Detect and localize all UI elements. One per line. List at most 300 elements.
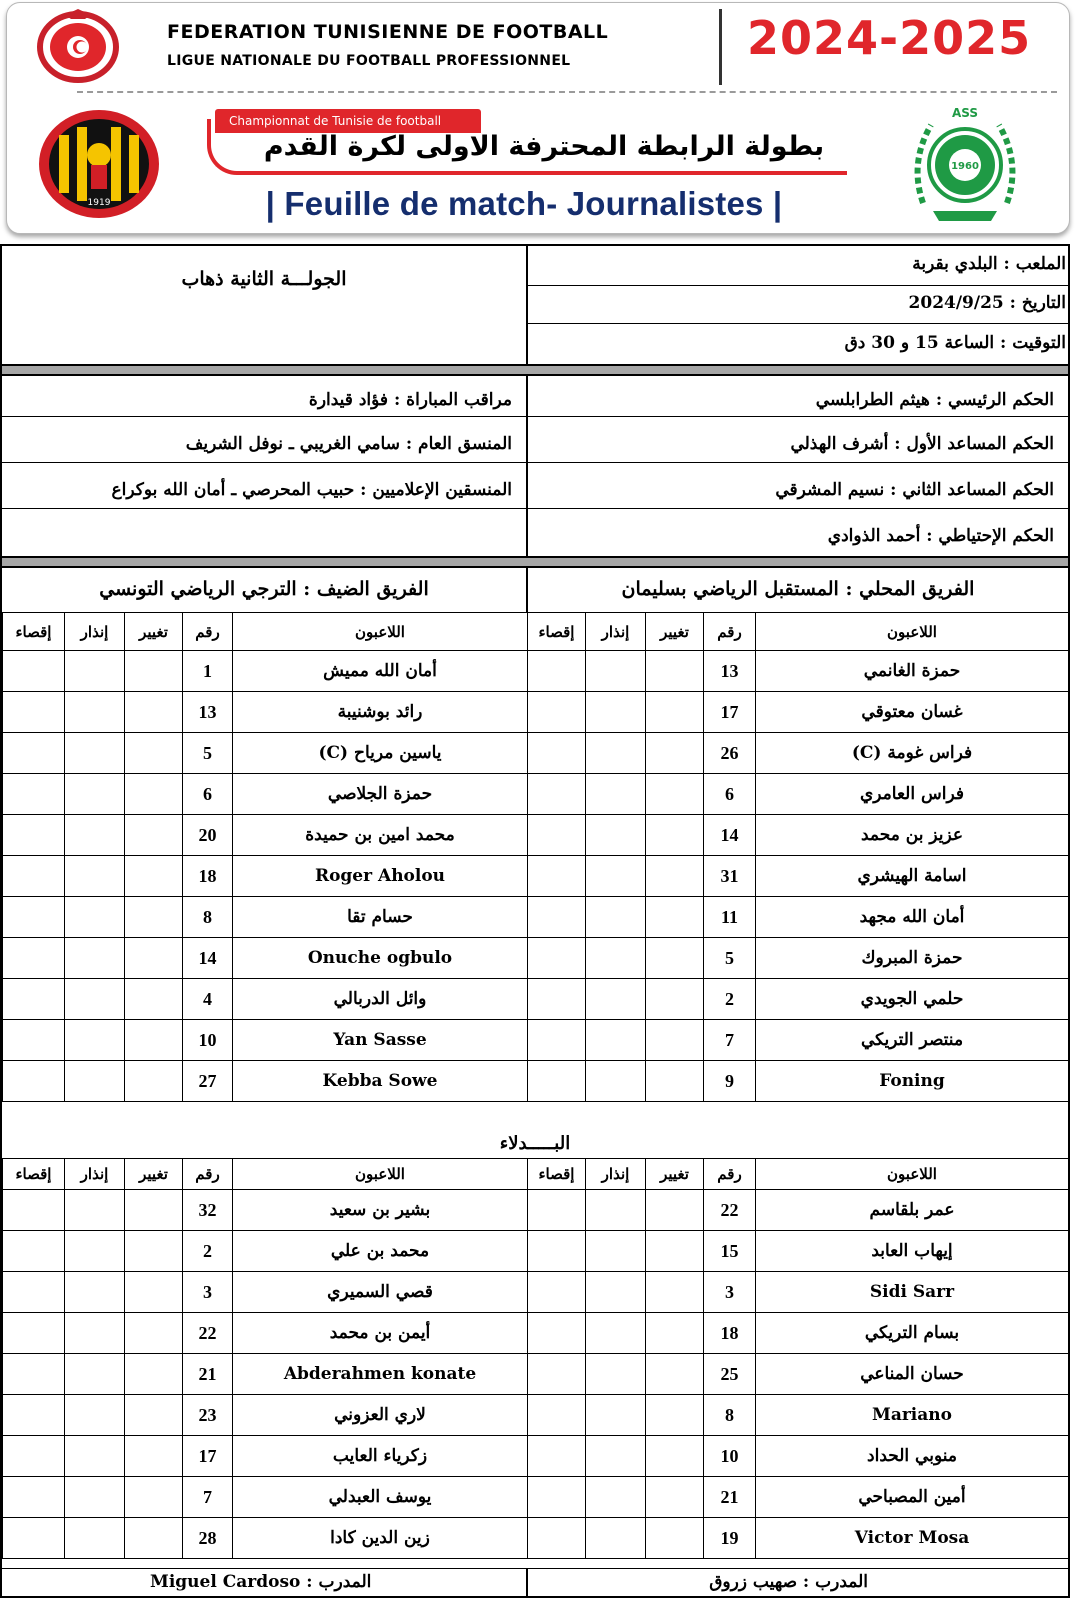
table-header-row xyxy=(528,1159,1069,1190)
warning-cell xyxy=(65,1061,125,1102)
warning-cell xyxy=(586,1272,646,1313)
col-change: تغيير xyxy=(125,613,183,651)
player-number: 13 xyxy=(183,692,233,733)
officials-divider xyxy=(526,376,528,556)
table-row xyxy=(3,815,528,856)
player-name: عزيز بن محمد xyxy=(756,815,1069,856)
player-name: بشير بن سعيد xyxy=(233,1190,528,1231)
expulsion-cell xyxy=(3,1231,65,1272)
change-cell xyxy=(125,1477,183,1518)
player-name: اسامة الهيشري xyxy=(756,856,1069,897)
warning-cell xyxy=(65,815,125,856)
warning-cell xyxy=(586,1354,646,1395)
change-cell xyxy=(125,1518,183,1559)
warning-cell xyxy=(586,1061,646,1102)
warning-cell xyxy=(586,692,646,733)
expulsion-cell xyxy=(3,1313,65,1354)
change-cell xyxy=(125,938,183,979)
table-row xyxy=(528,651,1069,692)
match-sheet-title: | Feuille de match- Journalistes | xyxy=(265,185,783,222)
table-row xyxy=(3,1395,528,1436)
player-number: 21 xyxy=(183,1354,233,1395)
table-row xyxy=(3,1313,528,1354)
player-name: وائل الدربالي xyxy=(233,979,528,1020)
player-number: 18 xyxy=(704,1313,756,1354)
change-cell xyxy=(646,774,704,815)
player-name: Yan Sasse xyxy=(233,1020,528,1061)
expulsion-cell xyxy=(3,979,65,1020)
ass-logo-text: ASS xyxy=(951,106,979,120)
expulsion-cell xyxy=(3,1518,65,1559)
est-club-logo xyxy=(37,107,161,221)
expulsion-cell xyxy=(528,1518,586,1559)
expulsion-cell xyxy=(3,651,65,692)
warning-cell xyxy=(586,733,646,774)
player-number: 17 xyxy=(704,692,756,733)
player-number: 7 xyxy=(183,1477,233,1518)
player-number: 25 xyxy=(704,1354,756,1395)
player-name: Kebba Sowe xyxy=(233,1061,528,1102)
change-cell xyxy=(646,938,704,979)
change-cell xyxy=(646,1061,704,1102)
player-number: 10 xyxy=(704,1436,756,1477)
change-cell xyxy=(125,897,183,938)
warning-cell xyxy=(65,774,125,815)
change-cell xyxy=(646,1477,704,1518)
expulsion-cell xyxy=(528,1395,586,1436)
expulsion-cell xyxy=(3,1477,65,1518)
player-number: 17 xyxy=(183,1436,233,1477)
away-coach-name: Miguel Cardoso xyxy=(150,1572,301,1592)
warning-cell xyxy=(586,1436,646,1477)
change-cell xyxy=(125,1395,183,1436)
change-cell xyxy=(125,1061,183,1102)
player-number: 22 xyxy=(183,1313,233,1354)
expulsion-cell xyxy=(528,1272,586,1313)
change-cell xyxy=(125,1313,183,1354)
player-number: 7 xyxy=(704,1020,756,1061)
expulsion-cell xyxy=(3,774,65,815)
change-cell xyxy=(646,1436,704,1477)
table-row xyxy=(3,1477,528,1518)
table-header-row xyxy=(528,613,1069,651)
col-players: اللاعبون xyxy=(756,1159,1069,1190)
col-number: رقم xyxy=(183,1159,233,1190)
table-row xyxy=(528,856,1069,897)
change-cell xyxy=(646,692,704,733)
table-row xyxy=(3,856,528,897)
player-number: 26 xyxy=(704,733,756,774)
expulsion-cell xyxy=(3,1061,65,1102)
expulsion-cell xyxy=(528,938,586,979)
expulsion-cell xyxy=(528,1020,586,1061)
col-players: اللاعبون xyxy=(233,1159,528,1190)
warning-cell xyxy=(65,979,125,1020)
col-warning: إنذار xyxy=(586,613,646,651)
change-cell xyxy=(125,774,183,815)
change-cell xyxy=(646,897,704,938)
player-name: Mariano xyxy=(756,1395,1069,1436)
expulsion-cell xyxy=(528,1190,586,1231)
warning-cell xyxy=(65,1231,125,1272)
warning-cell xyxy=(586,1395,646,1436)
player-name: زين الدين كادا xyxy=(233,1518,528,1559)
table-row xyxy=(528,1313,1069,1354)
ftf-logo-icon xyxy=(35,7,121,83)
warning-cell xyxy=(586,1477,646,1518)
stadium-row xyxy=(528,246,1068,286)
table-row xyxy=(528,1518,1069,1559)
player-name: Foning xyxy=(756,1061,1069,1102)
col-warning: إنذار xyxy=(65,1159,125,1190)
warning-cell xyxy=(586,1313,646,1354)
player-name: أمين المصباحي xyxy=(756,1477,1069,1518)
table-row xyxy=(3,1436,528,1477)
warning-cell xyxy=(586,897,646,938)
player-number: 1 xyxy=(183,651,233,692)
player-name: حمزة الغانمي xyxy=(756,651,1069,692)
table-row xyxy=(3,774,528,815)
player-number: 3 xyxy=(704,1272,756,1313)
expulsion-cell xyxy=(3,1272,65,1313)
player-name: منوبي الحداد xyxy=(756,1436,1069,1477)
expulsion-cell xyxy=(528,856,586,897)
table-row xyxy=(3,651,528,692)
col-change: تغيير xyxy=(646,1159,704,1190)
table-row xyxy=(528,1436,1069,1477)
expulsion-cell xyxy=(528,1436,586,1477)
table-row xyxy=(3,1061,528,1102)
table-row xyxy=(3,692,528,733)
expulsion-cell xyxy=(528,692,586,733)
player-number: 9 xyxy=(704,1061,756,1102)
expulsion-cell xyxy=(3,938,65,979)
banner-french-title: Championnat de Tunisie de football xyxy=(215,109,481,133)
player-number: 15 xyxy=(704,1231,756,1272)
expulsion-cell xyxy=(3,1354,65,1395)
player-name: زكرياء العايب xyxy=(233,1436,528,1477)
change-cell xyxy=(125,1436,183,1477)
table-row xyxy=(528,1231,1069,1272)
expulsion-cell xyxy=(3,1436,65,1477)
table-row xyxy=(3,897,528,938)
change-cell xyxy=(125,692,183,733)
table-row xyxy=(3,979,528,1020)
table-row xyxy=(3,1354,528,1395)
ass-club-logo xyxy=(903,103,1027,227)
player-name: قصي السميري xyxy=(233,1272,528,1313)
player-number: 14 xyxy=(704,815,756,856)
player-name: يوسف العبدلي xyxy=(233,1477,528,1518)
thick-divider-2 xyxy=(2,556,1068,568)
change-cell xyxy=(646,651,704,692)
table-row xyxy=(528,815,1069,856)
table-row xyxy=(528,774,1069,815)
away-coach-label: المدرب : xyxy=(306,1572,372,1592)
player-number: 22 xyxy=(704,1190,756,1231)
change-cell xyxy=(646,733,704,774)
player-number: 2 xyxy=(704,979,756,1020)
warning-cell xyxy=(586,979,646,1020)
warning-cell xyxy=(586,1518,646,1559)
player-name: حلمي الجويدي xyxy=(756,979,1069,1020)
player-name: محمد امين بن حميدة xyxy=(233,815,528,856)
observer-label: مراقب المباراة : فؤاد قيدارة xyxy=(308,390,512,410)
expulsion-cell xyxy=(3,1190,65,1231)
change-cell xyxy=(646,979,704,1020)
expulsion-cell xyxy=(528,651,586,692)
change-cell xyxy=(646,1354,704,1395)
change-cell xyxy=(646,1395,704,1436)
change-cell xyxy=(125,651,183,692)
time-row xyxy=(528,324,1068,364)
thick-divider-1 xyxy=(2,364,1068,376)
row-line xyxy=(2,416,1068,417)
col-expulsion: إقصاء xyxy=(528,613,586,651)
table-header-row xyxy=(3,1159,528,1190)
player-name: عمر بلقاسم xyxy=(756,1190,1069,1231)
expulsion-cell xyxy=(528,1231,586,1272)
col-expulsion: إقصاء xyxy=(3,1159,65,1190)
expulsion-cell xyxy=(3,856,65,897)
fourth-official-label: الحكم الإحتياطي : أحمد الذوادي xyxy=(827,526,1054,546)
stadium-label: الملعب : البلدي بقربة xyxy=(912,254,1066,274)
expulsion-cell xyxy=(528,815,586,856)
player-name: Roger Aholou xyxy=(233,856,528,897)
col-warning: إنذار xyxy=(65,613,125,651)
player-name: منتصر التريكي xyxy=(756,1020,1069,1061)
table-row xyxy=(528,1477,1069,1518)
time-label: التوقيت : الساعة 15 و 30 دق xyxy=(844,333,1066,353)
player-number: 8 xyxy=(704,1395,756,1436)
player-number: 2 xyxy=(183,1231,233,1272)
table-row xyxy=(528,1061,1069,1102)
expulsion-cell xyxy=(528,1477,586,1518)
assistant1-label: الحكم المساعد الأول : أشرف الهذلي xyxy=(790,434,1054,454)
warning-cell xyxy=(65,897,125,938)
expulsion-cell xyxy=(3,897,65,938)
player-name: Victor Mosa xyxy=(756,1518,1069,1559)
player-number: 21 xyxy=(704,1477,756,1518)
change-cell xyxy=(125,1272,183,1313)
away-subs-table xyxy=(2,1158,528,1559)
player-name: ياسين مرياح (C) xyxy=(233,733,528,774)
warning-cell xyxy=(586,774,646,815)
player-number: 32 xyxy=(183,1190,233,1231)
table-row xyxy=(3,1272,528,1313)
warning-cell xyxy=(586,1020,646,1061)
coach-divider xyxy=(526,1568,528,1598)
away-starters-table xyxy=(2,612,528,1102)
table-row xyxy=(3,1231,528,1272)
warning-cell xyxy=(65,1354,125,1395)
warning-cell xyxy=(65,856,125,897)
player-name: إيهاب العابد xyxy=(756,1231,1069,1272)
table-row xyxy=(528,1020,1069,1061)
player-number: 5 xyxy=(704,938,756,979)
expulsion-cell xyxy=(3,733,65,774)
change-cell xyxy=(125,1354,183,1395)
change-cell xyxy=(125,733,183,774)
expulsion-cell xyxy=(528,1313,586,1354)
change-cell xyxy=(125,979,183,1020)
table-row xyxy=(528,897,1069,938)
dashed-divider xyxy=(77,91,1057,93)
player-number: 28 xyxy=(183,1518,233,1559)
ass-crest-icon xyxy=(903,103,1027,227)
table-row xyxy=(3,1020,528,1061)
col-number: رقم xyxy=(183,613,233,651)
change-cell xyxy=(646,1313,704,1354)
player-name: أمان الله مجهد xyxy=(756,897,1069,938)
col-expulsion: إقصاء xyxy=(528,1159,586,1190)
expulsion-cell xyxy=(528,897,586,938)
header-divider xyxy=(719,9,722,85)
assistant2-label: الحكم المساعد الثاني : نسيم المشرقي xyxy=(775,480,1054,500)
warning-cell xyxy=(65,651,125,692)
warning-cell xyxy=(586,856,646,897)
warning-cell xyxy=(65,1395,125,1436)
player-name: فراس غومة (C) xyxy=(756,733,1069,774)
warning-cell xyxy=(586,651,646,692)
change-cell xyxy=(646,1518,704,1559)
est-logo-year: 1919 xyxy=(87,198,111,208)
change-cell xyxy=(125,1231,183,1272)
warning-cell xyxy=(586,1190,646,1231)
change-cell xyxy=(646,1020,704,1061)
table-row xyxy=(3,938,528,979)
home-team-title: الفريق المحلي : المستقبل الرياضي بسليمان xyxy=(621,578,975,600)
expulsion-cell xyxy=(3,815,65,856)
col-change: تغيير xyxy=(125,1159,183,1190)
table-row xyxy=(3,1518,528,1559)
player-number: 27 xyxy=(183,1061,233,1102)
warning-cell xyxy=(65,938,125,979)
player-number: 3 xyxy=(183,1272,233,1313)
expulsion-cell xyxy=(528,733,586,774)
col-number: رقم xyxy=(704,1159,756,1190)
player-number: 10 xyxy=(183,1020,233,1061)
expulsion-cell xyxy=(528,1354,586,1395)
home-starters-table xyxy=(527,612,1069,1102)
player-number: 6 xyxy=(183,774,233,815)
table-header-row xyxy=(3,613,528,651)
warning-cell xyxy=(586,1231,646,1272)
change-cell xyxy=(125,1190,183,1231)
player-number: 23 xyxy=(183,1395,233,1436)
player-name: Sidi Sarr xyxy=(756,1272,1069,1313)
change-cell xyxy=(125,856,183,897)
player-number: 11 xyxy=(704,897,756,938)
player-name: لاري العزوني xyxy=(233,1395,528,1436)
player-name: رائد بوشنيبة xyxy=(233,692,528,733)
change-cell xyxy=(646,856,704,897)
warning-cell xyxy=(586,815,646,856)
table-row xyxy=(528,1272,1069,1313)
table-row xyxy=(528,1395,1069,1436)
federation-name: FEDERATION TUNISIENNE DE FOOTBALL xyxy=(167,21,609,43)
col-number: رقم xyxy=(704,613,756,651)
player-name: حسان المناعي xyxy=(756,1354,1069,1395)
substitutes-label: البـــــدلاء xyxy=(499,1133,571,1154)
warning-cell xyxy=(65,1272,125,1313)
change-cell xyxy=(646,1231,704,1272)
player-name: فراس العامري xyxy=(756,774,1069,815)
warning-cell xyxy=(65,1518,125,1559)
col-expulsion: إقصاء xyxy=(3,613,65,651)
warning-cell xyxy=(65,1436,125,1477)
home-coach: المدرب : صهيب زروق xyxy=(709,1572,868,1592)
player-number: 31 xyxy=(704,856,756,897)
player-name: Abderahmen konate xyxy=(233,1354,528,1395)
player-number: 4 xyxy=(183,979,233,1020)
warning-cell xyxy=(65,1313,125,1354)
match-sheet xyxy=(0,244,1070,1598)
warning-cell xyxy=(65,733,125,774)
away-team-title: الفريق الضيف : الترجي الرياضي التونسي xyxy=(99,578,429,600)
date-label: التاريخ : 2024/9/25 xyxy=(908,293,1066,313)
player-number: 20 xyxy=(183,815,233,856)
player-number: 13 xyxy=(704,651,756,692)
expulsion-cell xyxy=(3,692,65,733)
player-number: 18 xyxy=(183,856,233,897)
player-name: بسام التريكي xyxy=(756,1313,1069,1354)
warning-cell xyxy=(65,1020,125,1061)
sheet-header xyxy=(6,2,1070,234)
date-row xyxy=(528,286,1068,324)
player-name: محمد بن علي xyxy=(233,1231,528,1272)
coordinator-label: المنسق العام : سامي الغريبي ـ نوفل الشريف xyxy=(185,434,512,454)
season-label: 2024-2025 xyxy=(747,11,1032,65)
player-name: حمزة الجلاصي xyxy=(233,774,528,815)
warning-cell xyxy=(65,1477,125,1518)
table-row xyxy=(3,1190,528,1231)
banner-arabic-title: بطولة الرابطة المحترفة الاولى لكرة القدم xyxy=(263,131,825,162)
expulsion-cell xyxy=(3,1020,65,1061)
table-row xyxy=(528,733,1069,774)
player-number: 19 xyxy=(704,1518,756,1559)
warning-cell xyxy=(65,1190,125,1231)
row-line xyxy=(2,508,1068,509)
change-cell xyxy=(646,815,704,856)
player-name: حمزة المبروك xyxy=(756,938,1069,979)
expulsion-cell xyxy=(3,1395,65,1436)
expulsion-cell xyxy=(528,979,586,1020)
change-cell xyxy=(125,815,183,856)
player-name: أمان الله مميش xyxy=(233,651,528,692)
player-number: 5 xyxy=(183,733,233,774)
col-players: اللاعبون xyxy=(233,613,528,651)
player-name: Onuche ogbulo xyxy=(233,938,528,979)
player-name: حسام تقا xyxy=(233,897,528,938)
player-name: غسان معتوقي xyxy=(756,692,1069,733)
player-number: 6 xyxy=(704,774,756,815)
league-name: LIGUE NATIONALE DU FOOTBALL PROFESSIONNEL xyxy=(167,53,571,69)
col-change: تغيير xyxy=(646,613,704,651)
player-number: 8 xyxy=(183,897,233,938)
col-players: اللاعبون xyxy=(756,613,1069,651)
table-row xyxy=(528,1190,1069,1231)
player-number: 14 xyxy=(183,938,233,979)
table-row xyxy=(3,733,528,774)
table-row xyxy=(528,979,1069,1020)
away-coach xyxy=(150,1572,371,1592)
warning-cell xyxy=(586,938,646,979)
player-name: أيمن بن محمد xyxy=(233,1313,528,1354)
media-coordinators-label: المنسقين الإعلاميين : حبيب المحرصي ـ أمان الله بوكراع xyxy=(111,480,512,500)
table-row xyxy=(528,692,1069,733)
change-cell xyxy=(646,1272,704,1313)
